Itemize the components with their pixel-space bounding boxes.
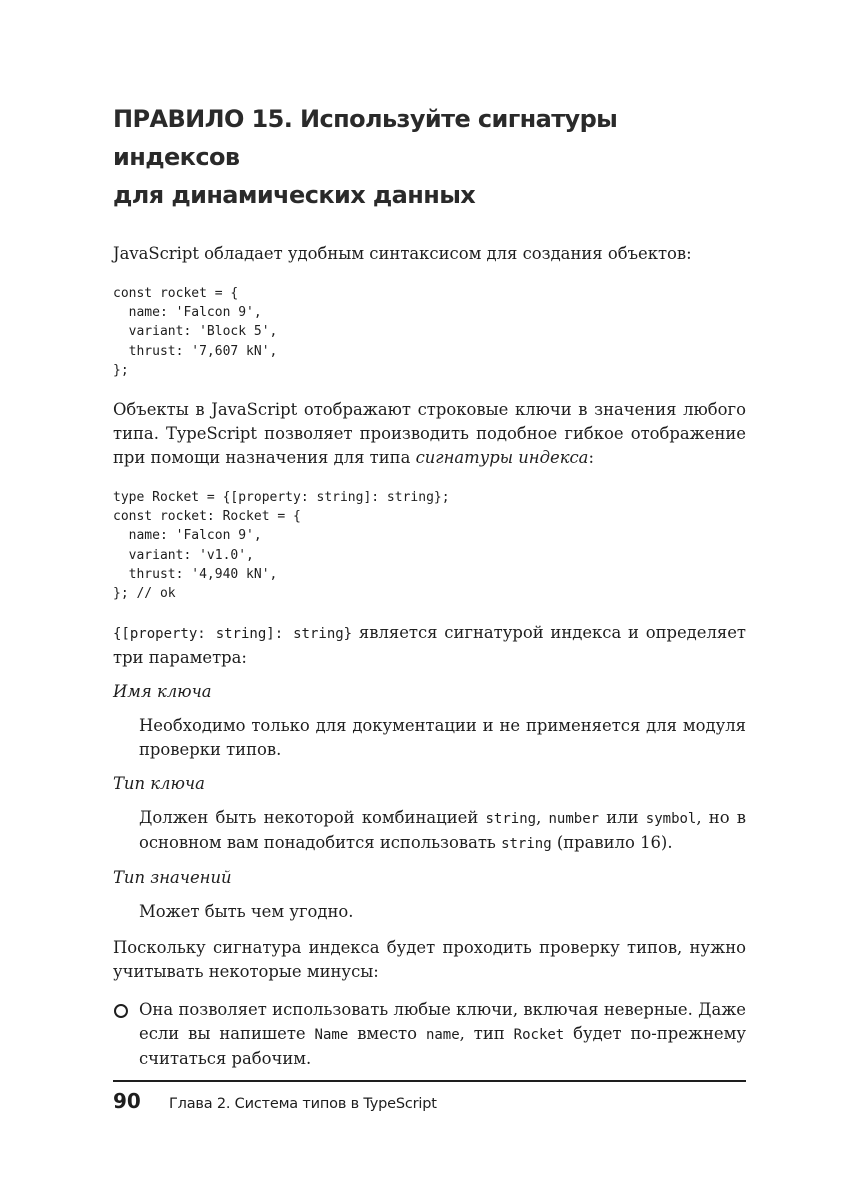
paragraph-text: Объекты в JavaScript отображают строковые ключи в значения любого типа. TypeScript позволяет производить подобное гибкое отображение при помощи назначения для типа: [113, 400, 746, 468]
index-signature-paragraph: [113, 398, 746, 470]
page-content: [113, 100, 746, 1071]
page-footer: [113, 1089, 437, 1113]
definition-term: Тип значений: [113, 868, 232, 888]
footer-divider: [113, 1080, 746, 1082]
circle-bullet-icon: [114, 1004, 128, 1018]
italic-term: сигнатуры индекса: [415, 448, 589, 468]
code-line: thrust: '7,607 kN',: [113, 343, 278, 359]
paragraph-text: :: [588, 448, 594, 468]
intro-paragraph: JavaScript обладает удобным синтаксисом для создания объектов:: [113, 244, 692, 263]
code-line: thrust: '4,940 kN',: [113, 566, 278, 582]
inline-code: symbol: [645, 811, 697, 828]
inline-code: number: [548, 811, 600, 828]
definition-description: Может быть чем угодно.: [139, 902, 354, 922]
code-block-typed-rocket: [113, 488, 746, 603]
signature-definition-paragraph: [113, 621, 746, 670]
bullet-item: [113, 998, 746, 1071]
bullet-text: Она позволяет использовать любые ключи, включая неверные. Даже если вы напишете Name вместо name, тип Rocket будет по-прежнему считаться рабочим.: [139, 1000, 747, 1069]
running-head: Глава 2. Система типов в TypeScript: [169, 1096, 437, 1112]
code-line: variant: 'v1.0',: [113, 547, 254, 563]
definition-description: Необходимо только для документации и не применяется для модуля проверки типов.: [139, 716, 746, 760]
code-line: const rocket = {: [113, 286, 239, 301]
section-heading: [113, 100, 746, 214]
definition-description: Должен быть некоторой комбинацией string, number или symbol, но в основном вам понадобится использовать string (правило 16).: [139, 808, 747, 853]
page-number: 90: [113, 1089, 141, 1113]
inline-code: string: [485, 811, 537, 828]
code-line: name: 'Falcon 9',: [113, 528, 262, 544]
code-line: name: 'Falcon 9',: [113, 305, 262, 321]
inline-code: Name: [314, 1027, 349, 1044]
code-line: variant: 'Block 5',: [113, 324, 278, 340]
code-line: };: [113, 362, 129, 378]
heading-line-2: для динамических данных: [113, 181, 476, 209]
drawbacks-paragraph: Поскольку сигнатура индекса будет проходить проверку типов, нужно учитывать некоторые минусы:: [113, 938, 746, 982]
heading-line-1: ПРАВИЛО 15. Используйте сигнатуры индексов: [113, 105, 618, 171]
paragraph-text: является сигнатурой индекса и определяет три параметра:: [113, 623, 746, 668]
code-line: const rocket: Rocket = {: [113, 509, 301, 525]
definition-term: Имя ключа: [113, 682, 212, 702]
code-line: type Rocket = {[property: string]: string};: [113, 490, 450, 506]
inline-code: name: [425, 1027, 460, 1044]
code-line: }; // ok: [113, 586, 176, 602]
inline-code: Rocket: [513, 1027, 565, 1044]
definition-term: Тип ключа: [113, 774, 205, 794]
inline-code: {[property: string]: string}: [113, 626, 353, 643]
inline-code: string: [501, 836, 552, 853]
code-block-rocket: [113, 284, 746, 380]
